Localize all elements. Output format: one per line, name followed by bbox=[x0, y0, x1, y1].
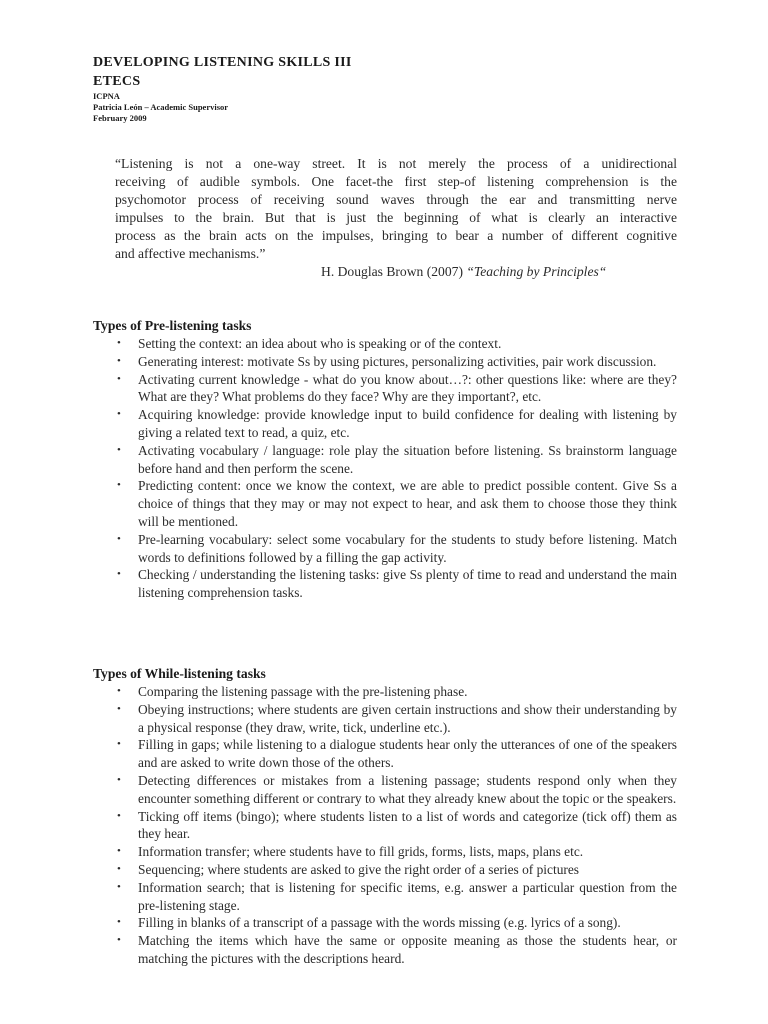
document-subtitle: ETECS bbox=[93, 74, 141, 89]
list-item bbox=[93, 406, 677, 442]
list-item bbox=[93, 566, 677, 602]
list-item-text: Information search; that is listening for specific items, e.g. answer a particular question from the pre-listening stage. bbox=[138, 879, 677, 913]
bullet-icon: • bbox=[117, 337, 121, 349]
pre-listening-heading: Types of Pre-listening tasks bbox=[93, 318, 252, 333]
list-item bbox=[93, 736, 677, 772]
citation-author: H. Douglas Brown (2007) bbox=[321, 264, 463, 279]
document-title: DEVELOPING LISTENING SKILLS III bbox=[93, 55, 352, 70]
bullet-icon: • bbox=[117, 702, 121, 715]
list-item-text: Ticking off items (bingo); where students listen to a list of words and categorize (tick off) them as they hear. bbox=[138, 808, 677, 842]
list-item-text: Detecting differences or mistakes from a listening passage; students respond only when they encounter something different or contrary to what they already knew about the topic or the speakers. bbox=[138, 772, 677, 806]
bullet-icon: • bbox=[117, 372, 121, 385]
list-item-text: Information transfer; where students have to fill grids, forms, lists, maps, plans etc. bbox=[138, 844, 584, 860]
list-item-text: Obeying instructions; where students are given certain instructions and show their understanding by a physical response (they draw, write, tick, underline etc.). bbox=[138, 701, 677, 735]
list-item-text: Pre-learning vocabulary: select some vocabulary for the students to study before listening. Match words to definitions followed by a filling the gap activity. bbox=[138, 531, 677, 565]
list-item bbox=[93, 772, 677, 808]
list-item-text: Setting the context: an idea about who is speaking or of the context. bbox=[138, 336, 502, 351]
bullet-icon: • bbox=[117, 568, 121, 581]
list-item-text: Matching the items which have the same or opposite meaning as those the students hear, or matching the pictures with the descriptions heard. bbox=[138, 933, 677, 966]
list-item-text: Comparing the listening passage with the pre-listening phase. bbox=[138, 684, 468, 699]
author-line: Patricia León – Academic Supervisor bbox=[93, 102, 229, 112]
bullet-icon: • bbox=[117, 880, 121, 893]
list-item bbox=[93, 861, 677, 879]
quote-line: psychomotor process of receiving sound waves through the ear and transmitting nerve bbox=[115, 192, 677, 207]
list-item-text: Checking / understanding the listening tasks: give Ss plenty of time to read and understand the main listening comprehension tasks. bbox=[138, 567, 677, 601]
pre-listening-list bbox=[93, 335, 677, 602]
quote-line: process as the brain acts on the impulses, bringing to bear a number of different cognitive bbox=[115, 228, 677, 243]
bullet-icon: • bbox=[117, 916, 121, 929]
quote-line: and affective mechanisms.” bbox=[115, 246, 266, 261]
citation-book: “Teaching by Principles“ bbox=[466, 264, 607, 279]
bullet-icon: • bbox=[117, 862, 121, 875]
quote-line: impulses to the brain. But that is just the beginning of what is clearly an interactive bbox=[115, 210, 677, 225]
list-item bbox=[93, 442, 677, 478]
document-date: February 2009 bbox=[93, 113, 147, 123]
bullet-icon: • bbox=[117, 934, 121, 947]
list-item bbox=[93, 879, 677, 915]
document-meta bbox=[93, 91, 228, 124]
list-item bbox=[93, 477, 677, 530]
bullet-icon: • bbox=[117, 685, 121, 697]
quote-line: receiving of audible symbols. One facet-the first step-of listening comprehension is the bbox=[115, 174, 677, 189]
bullet-icon: • bbox=[117, 845, 121, 858]
list-item bbox=[93, 371, 677, 407]
bullet-icon: • bbox=[117, 408, 121, 421]
while-listening-list bbox=[93, 683, 677, 968]
list-item bbox=[93, 701, 677, 737]
list-item bbox=[93, 932, 677, 968]
institution-name: ICPNA bbox=[93, 91, 120, 101]
list-item-text: Activating vocabulary / language: role play the situation before listening. Ss brainstorm language before hand and then perform the scene. bbox=[138, 442, 677, 476]
opening-quote bbox=[115, 155, 677, 263]
bullet-icon: • bbox=[117, 479, 121, 492]
quote-citation bbox=[321, 263, 606, 281]
list-item-text: Predicting content: once we know the context, we are able to predict possible content. Give Ss a choice of things that they may or may not expect to hear, and ask them to choose those they think will be mentioned. bbox=[138, 478, 677, 529]
list-item bbox=[93, 335, 677, 353]
list-item-text: Filling in gaps; while listening to a dialogue students hear only the utterances of one of the speakers and are asked to write down those of the others. bbox=[138, 737, 677, 771]
bullet-icon: • bbox=[117, 354, 121, 367]
list-item bbox=[93, 914, 677, 932]
list-item bbox=[93, 808, 677, 844]
quote-line: “Listening is not a one-way street. It is not merely the process of a unidirectional bbox=[115, 156, 677, 171]
bullet-icon: • bbox=[117, 443, 121, 456]
list-item bbox=[93, 683, 677, 701]
list-item bbox=[93, 531, 677, 567]
list-item bbox=[93, 353, 677, 371]
list-item-text: Acquiring knowledge: provide knowledge input to build confidence for dealing with listening by giving a related text to read, a quiz, etc. bbox=[138, 407, 677, 440]
list-item-text: Sequencing; where students are asked to give the right order of a series of pictures bbox=[138, 861, 580, 877]
bullet-icon: • bbox=[117, 532, 121, 545]
list-item-text: Activating current knowledge - what do you know about…?: other questions like: where are they? What are they? What problems do they face? Why are they important?, etc. bbox=[138, 371, 677, 405]
list-item-text: Generating interest: motivate Ss by using pictures, personalizing activities, pair work discussion. bbox=[138, 353, 657, 369]
while-listening-heading: Types of While-listening tasks bbox=[93, 666, 266, 681]
list-item-text: Filling in blanks of a transcript of a passage with the words missing (e.g. lyrics of a song). bbox=[138, 915, 621, 931]
list-item bbox=[93, 843, 677, 861]
bullet-icon: • bbox=[117, 809, 121, 822]
bullet-icon: • bbox=[117, 773, 121, 786]
bullet-icon: • bbox=[117, 738, 121, 751]
